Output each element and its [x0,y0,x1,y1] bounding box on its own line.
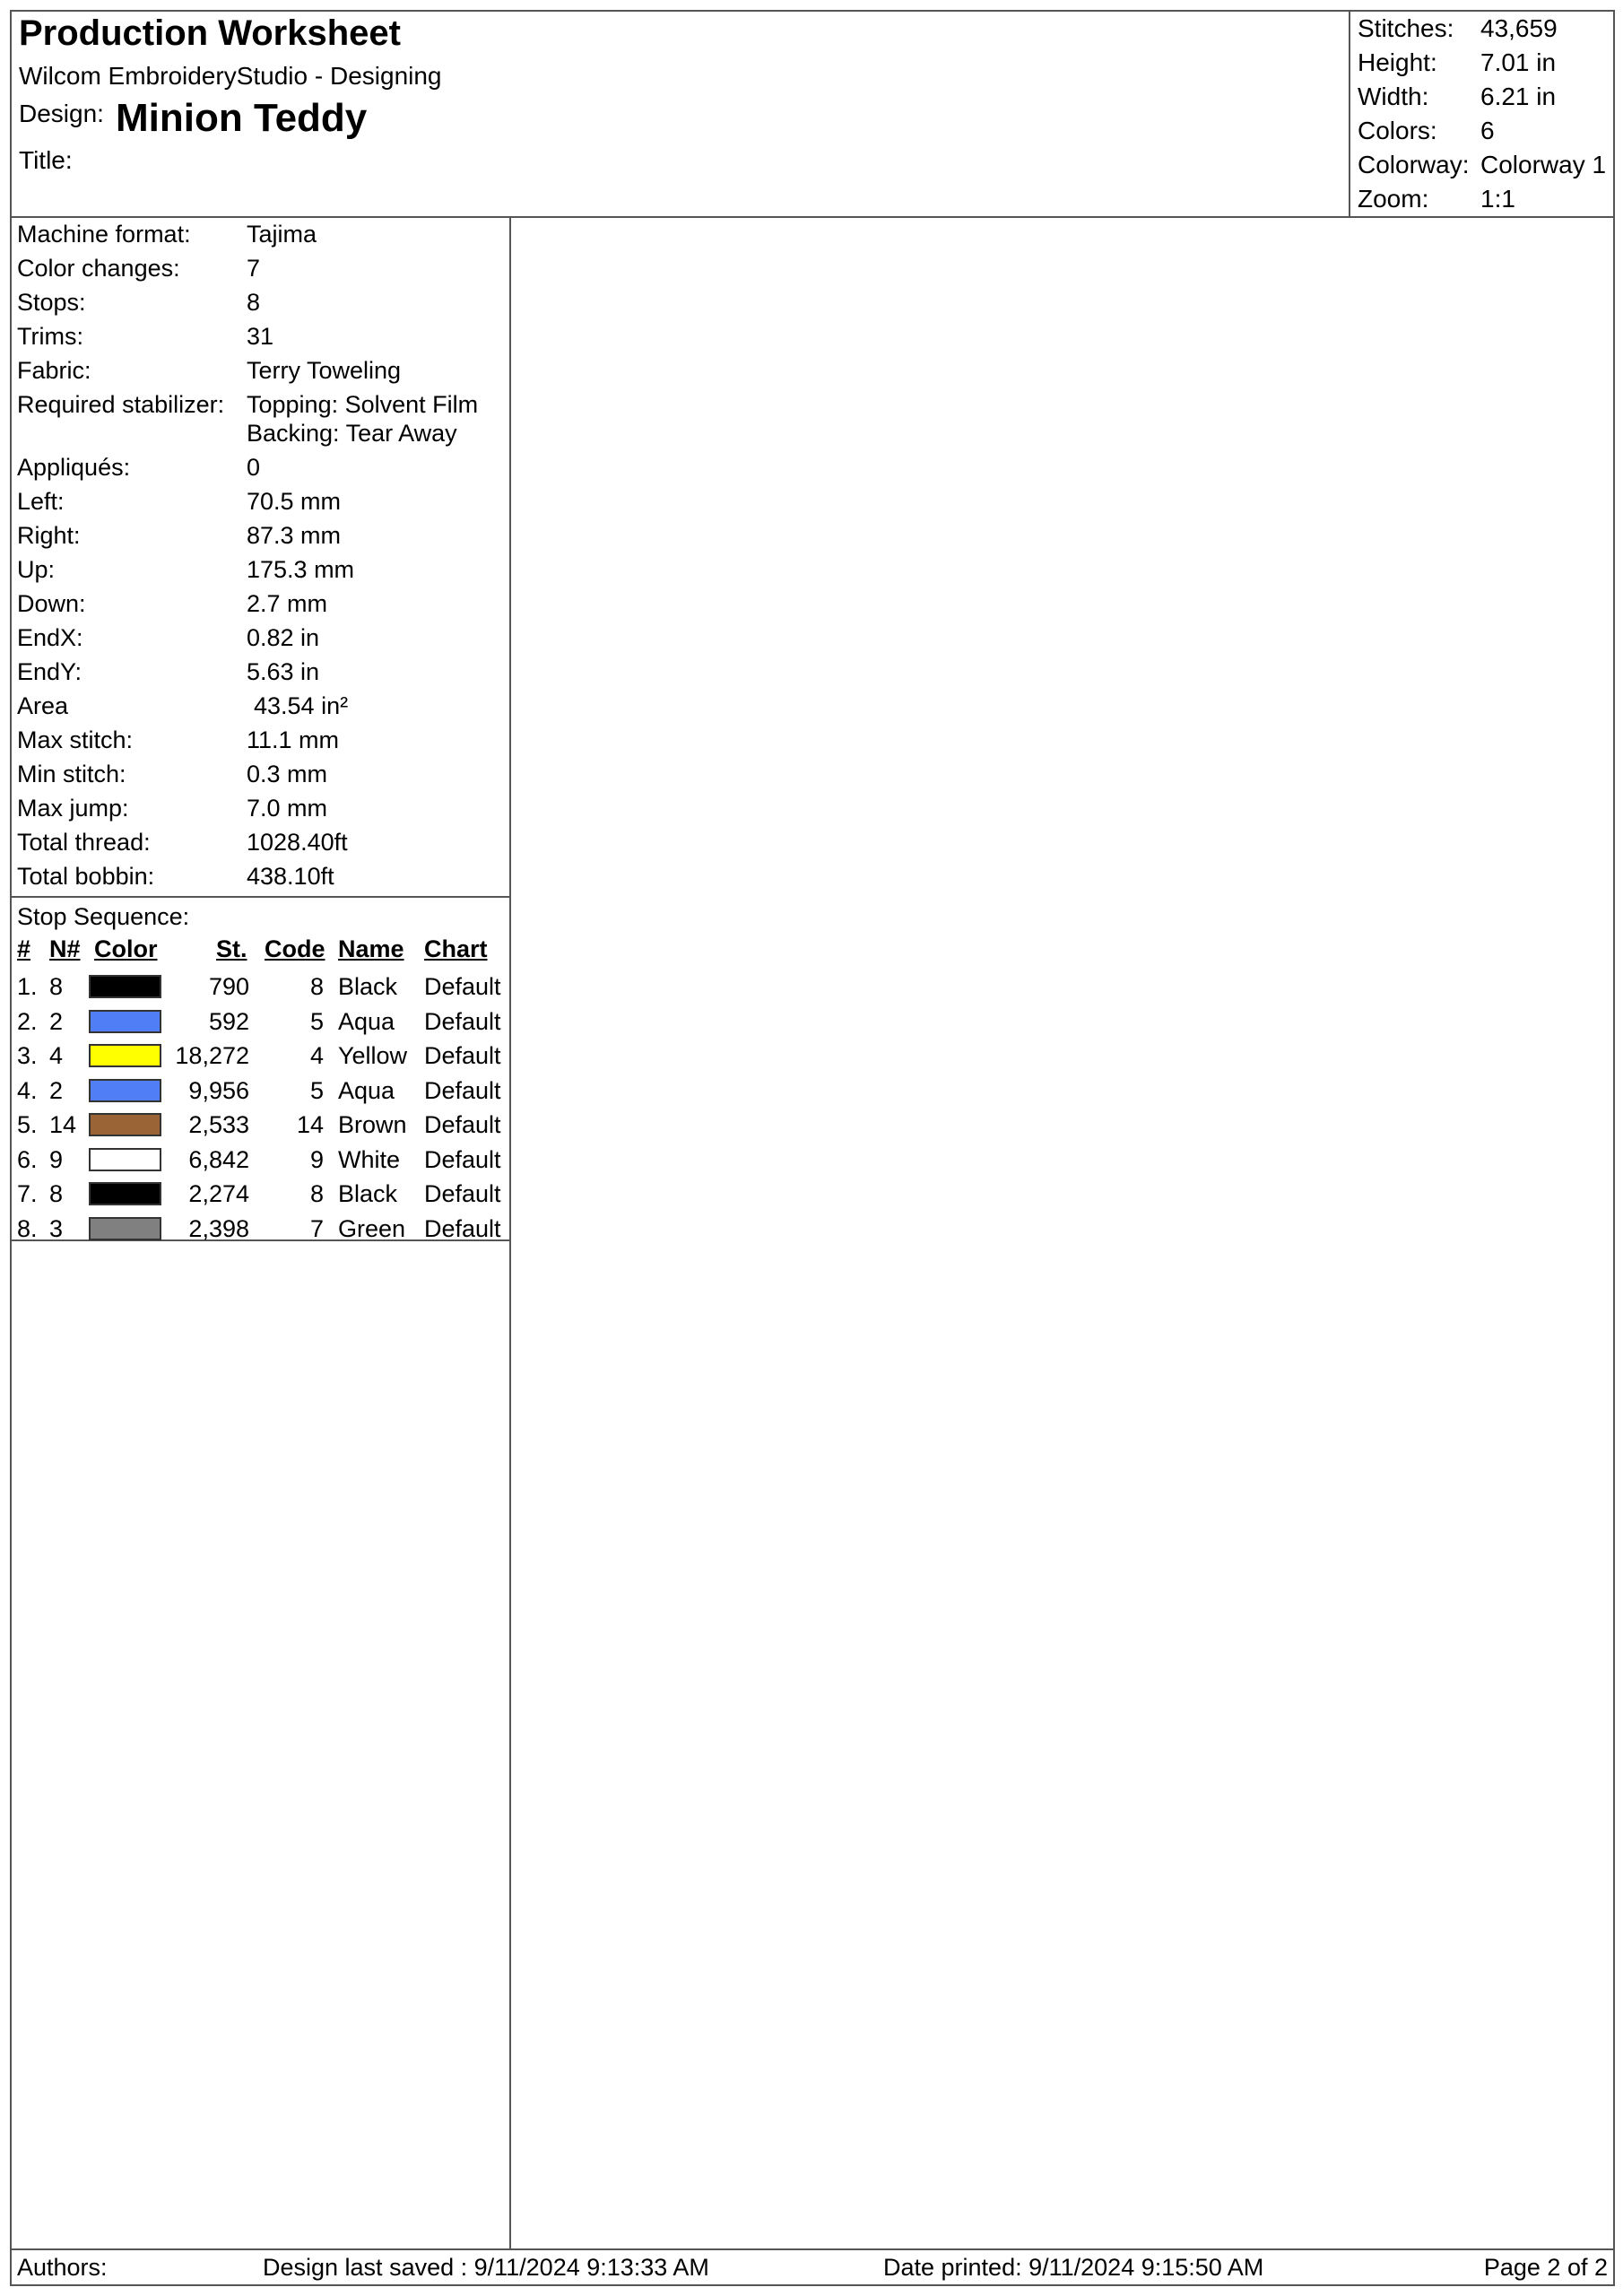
stop-num: 8. [17,1214,38,1242]
stop-color-name: Black [338,1180,398,1207]
stop-needle: 2 [49,1007,64,1035]
stop-chart: Default [424,1111,501,1138]
stop-stitches: 18,272 [175,1042,249,1069]
stop-needle: 2 [49,1076,64,1104]
info-machine-format: Machine format: Tajima [17,221,317,248]
info-stabilizer: Required stabilizer: Topping: Solvent Film Backing: Tear Away [17,391,479,447]
color-swatch [89,1148,161,1171]
footer-authors: Authors: [17,2254,108,2281]
footer-page-number: Page 2 of 2 [1483,2254,1608,2281]
col-header-stitches: St. [216,935,247,962]
stop-code: 5 [309,1007,324,1035]
info-color-changes: Color changes: 7 [17,255,261,282]
stop-code: 4 [309,1042,324,1069]
info-trims: Trims: 31 [17,323,274,350]
col-header-needle: N# [49,935,81,962]
stop-color-name: Brown [338,1111,407,1138]
stop-code: 8 [309,1180,324,1207]
stop-row [12,1006,509,1040]
stop-color-name: Aqua [338,1076,395,1104]
page-title: Production Worksheet [19,13,401,53]
stop-chart: Default [424,1214,501,1242]
stop-stitches: 2,398 [188,1214,249,1242]
info-max-jump: Max jump: 7.0 mm [17,795,328,822]
color-swatch [89,1079,161,1102]
info-max-stitch: Max stitch: 11.1 mm [17,726,340,753]
stop-stitches: 2,274 [188,1180,249,1207]
stop-stitches: 2,533 [188,1111,249,1138]
summary-panel [1350,12,1613,216]
info-endy: EndY: 5.63 in [17,658,320,685]
stop-code: 5 [309,1076,324,1104]
stop-num: 7. [17,1180,38,1207]
info-area: Area 43.54 in² [17,692,349,719]
page-footer [12,2248,1613,2284]
stop-code: 8 [309,973,324,1000]
stop-color-name: White [338,1145,401,1173]
info-stops: Stops: 8 [17,289,261,316]
title-label: Title: [19,146,73,174]
header-left [12,12,1350,216]
stop-row [12,1075,509,1109]
design-label: Design: [19,100,104,127]
stop-color-name: Aqua [338,1007,395,1035]
color-swatch [89,1182,161,1205]
summary-colors: Colors: 6 [1358,117,1495,144]
stop-chart: Default [424,1076,501,1104]
col-header-chart: Chart [424,935,488,962]
stop-chart: Default [424,1180,501,1207]
footer-date-printed: Date printed: 9/11/2024 9:15:50 AM [883,2254,1264,2281]
stop-chart: Default [424,973,501,1000]
stop-num: 3. [17,1042,38,1069]
info-min-stitch: Min stitch: 0.3 mm [17,761,328,787]
stop-needle: 4 [49,1042,64,1069]
color-swatch [89,975,161,998]
stop-num: 2. [17,1007,38,1035]
details-panel [12,216,511,2248]
color-swatch [89,1044,161,1067]
stop-sequence-table [12,898,509,1241]
stop-stitches: 592 [208,1007,249,1035]
info-endx: EndX: 0.82 in [17,624,320,651]
stop-row [12,1178,509,1213]
info-left: Left: 70.5 mm [17,488,342,515]
col-header-num: # [17,935,31,962]
stop-color-name: Green [338,1214,406,1242]
worksheet-page [10,10,1615,2286]
info-fabric: Fabric: Terry Toweling [17,357,402,384]
color-swatch [89,1217,161,1240]
stop-needle: 14 [49,1111,77,1138]
software-name: Wilcom EmbroideryStudio - Designing [19,62,442,90]
stop-num: 5. [17,1111,38,1138]
summary-height: Height: 7.01 in [1358,48,1557,76]
stop-num: 6. [17,1145,38,1173]
info-right: Right: 87.3 mm [17,522,342,549]
stop-num: 4. [17,1076,38,1104]
summary-zoom: Zoom: 1:1 [1358,185,1515,213]
summary-colorway: Colorway: Colorway 1 [1358,151,1607,178]
stop-needle: 3 [49,1214,64,1242]
stop-code: 9 [309,1145,324,1173]
stop-needle: 9 [49,1145,64,1173]
stop-row [12,1213,509,1248]
stop-num: 1. [17,973,38,1000]
info-up: Up: 175.3 mm [17,556,355,583]
stop-chart: Default [424,1007,501,1035]
stop-stitches: 790 [208,973,249,1000]
stop-row [12,971,509,1005]
col-header-code: Code [265,935,325,962]
color-swatch [89,1010,161,1033]
info-down: Down: 2.7 mm [17,590,328,617]
stop-stitches: 9,956 [188,1076,249,1104]
stop-sequence-title: Stop Sequence: [17,903,190,930]
stop-row [12,1144,509,1178]
design-info [12,216,509,898]
info-total-bobbin: Total bobbin: 438.10ft [17,863,334,890]
stop-color-name: Black [338,973,398,1000]
worksheet-header [12,12,1613,218]
design-name: Minion Teddy [116,96,368,140]
stop-chart: Default [424,1145,501,1173]
summary-width: Width: 6.21 in [1358,83,1557,110]
info-appliques: Appliqués: 0 [17,454,261,481]
stop-needle: 8 [49,973,64,1000]
info-total-thread: Total thread: 1028.40ft [17,829,348,856]
stop-needle: 8 [49,1180,64,1207]
stop-row [12,1040,509,1074]
col-header-name: Name [338,935,404,962]
color-swatch [89,1113,161,1136]
stop-row [12,1109,509,1144]
col-header-color: Color [94,935,158,962]
footer-last-saved: Design last saved : 9/11/2024 9:13:33 AM [263,2254,709,2281]
stop-stitches: 6,842 [188,1145,249,1173]
stop-chart: Default [424,1042,501,1069]
stop-code: 14 [296,1111,324,1138]
stop-code: 7 [309,1214,324,1242]
summary-stitches: Stitches: 43,659 [1358,14,1558,42]
stop-color-name: Yellow [338,1042,408,1069]
